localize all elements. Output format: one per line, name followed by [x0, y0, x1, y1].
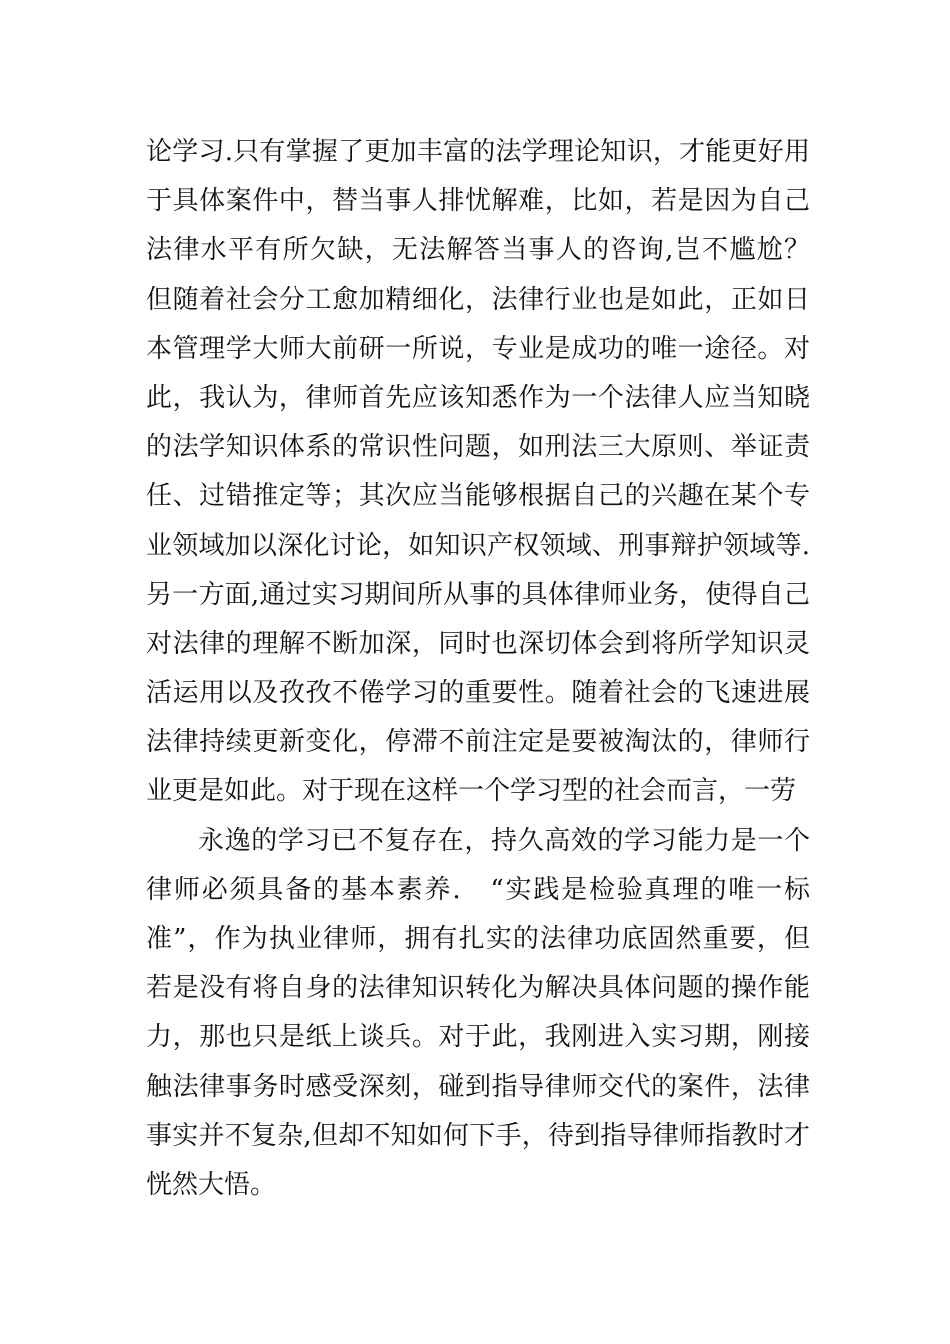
text-line: 准”，作为执业律师，拥有扎实的法律功底固然重要，但 [146, 924, 810, 954]
text-line: 对法律的理解不断加深，同时也深切体会到将所学知识灵 [146, 628, 810, 659]
text-line: 法律持续更新变化，停滞不前注定是要被淘汰的，律师行 [146, 727, 810, 758]
text-line: 论学习.只有掌握了更加丰富的法学理论知识，才能更好用 [146, 137, 810, 167]
text-line: 任、过错推定等；其次应当能够根据自己的兴趣在某个专 [146, 481, 810, 512]
text-line: 另一方面,通过实习期间所从事的具体律师业务，使得自己 [146, 579, 810, 610]
paragraph-1 [146, 128, 810, 817]
text-line: 本管理学大师大前研一所说，专业是成功的唯一途径。对 [146, 333, 810, 364]
text-line: 活运用以及孜孜不倦学习的重要性。随着社会的飞速进展 [146, 678, 810, 709]
text-line: 律师必须具备的基本素养. “实践是检验真理的唯一标 [146, 874, 810, 905]
text-line: 永逸的学习已不复存在，持久高效的学习能力是一个 [198, 825, 810, 856]
text-line: 于具体案件中，替当事人排忧解难，比如，若是因为自己 [146, 186, 810, 217]
text-line: 业领域加以深化讨论，如知识产权领域、刑事辩护领域等. [146, 530, 810, 561]
text-line: 触法律事务时感受深刻，碰到指导律师交代的案件，法律 [146, 1071, 810, 1102]
text-line: 法律水平有所欠缺，无法解答当事人的咨询,岂不尴尬？ [146, 235, 810, 266]
text-line: 若是没有将自身的法律知识转化为解决具体问题的操作能 [146, 973, 810, 1004]
text-line: 但随着社会分工愈加精细化，法律行业也是如此，正如日 [146, 284, 810, 315]
paragraph-2 [146, 817, 810, 1211]
text-line: 事实并不复杂,但却不知如何下手，待到指导律师指教时才 [146, 1120, 810, 1151]
text-line: 恍然大悟。 [146, 1169, 277, 1200]
text-line: 此，我认为，律师首先应该知悉作为一个法律人应当知晓 [146, 382, 810, 413]
text-line: 的法学知识体系的常识性问题，如刑法三大原则、举证责 [146, 432, 810, 463]
text-line: 业更是如此。对于现在这样一个学习型的社会而言，一劳 [146, 776, 797, 807]
body-text [146, 128, 810, 1210]
text-line: 力，那也只是纸上谈兵。对于此，我刚进入实习期，刚接 [146, 1022, 810, 1053]
